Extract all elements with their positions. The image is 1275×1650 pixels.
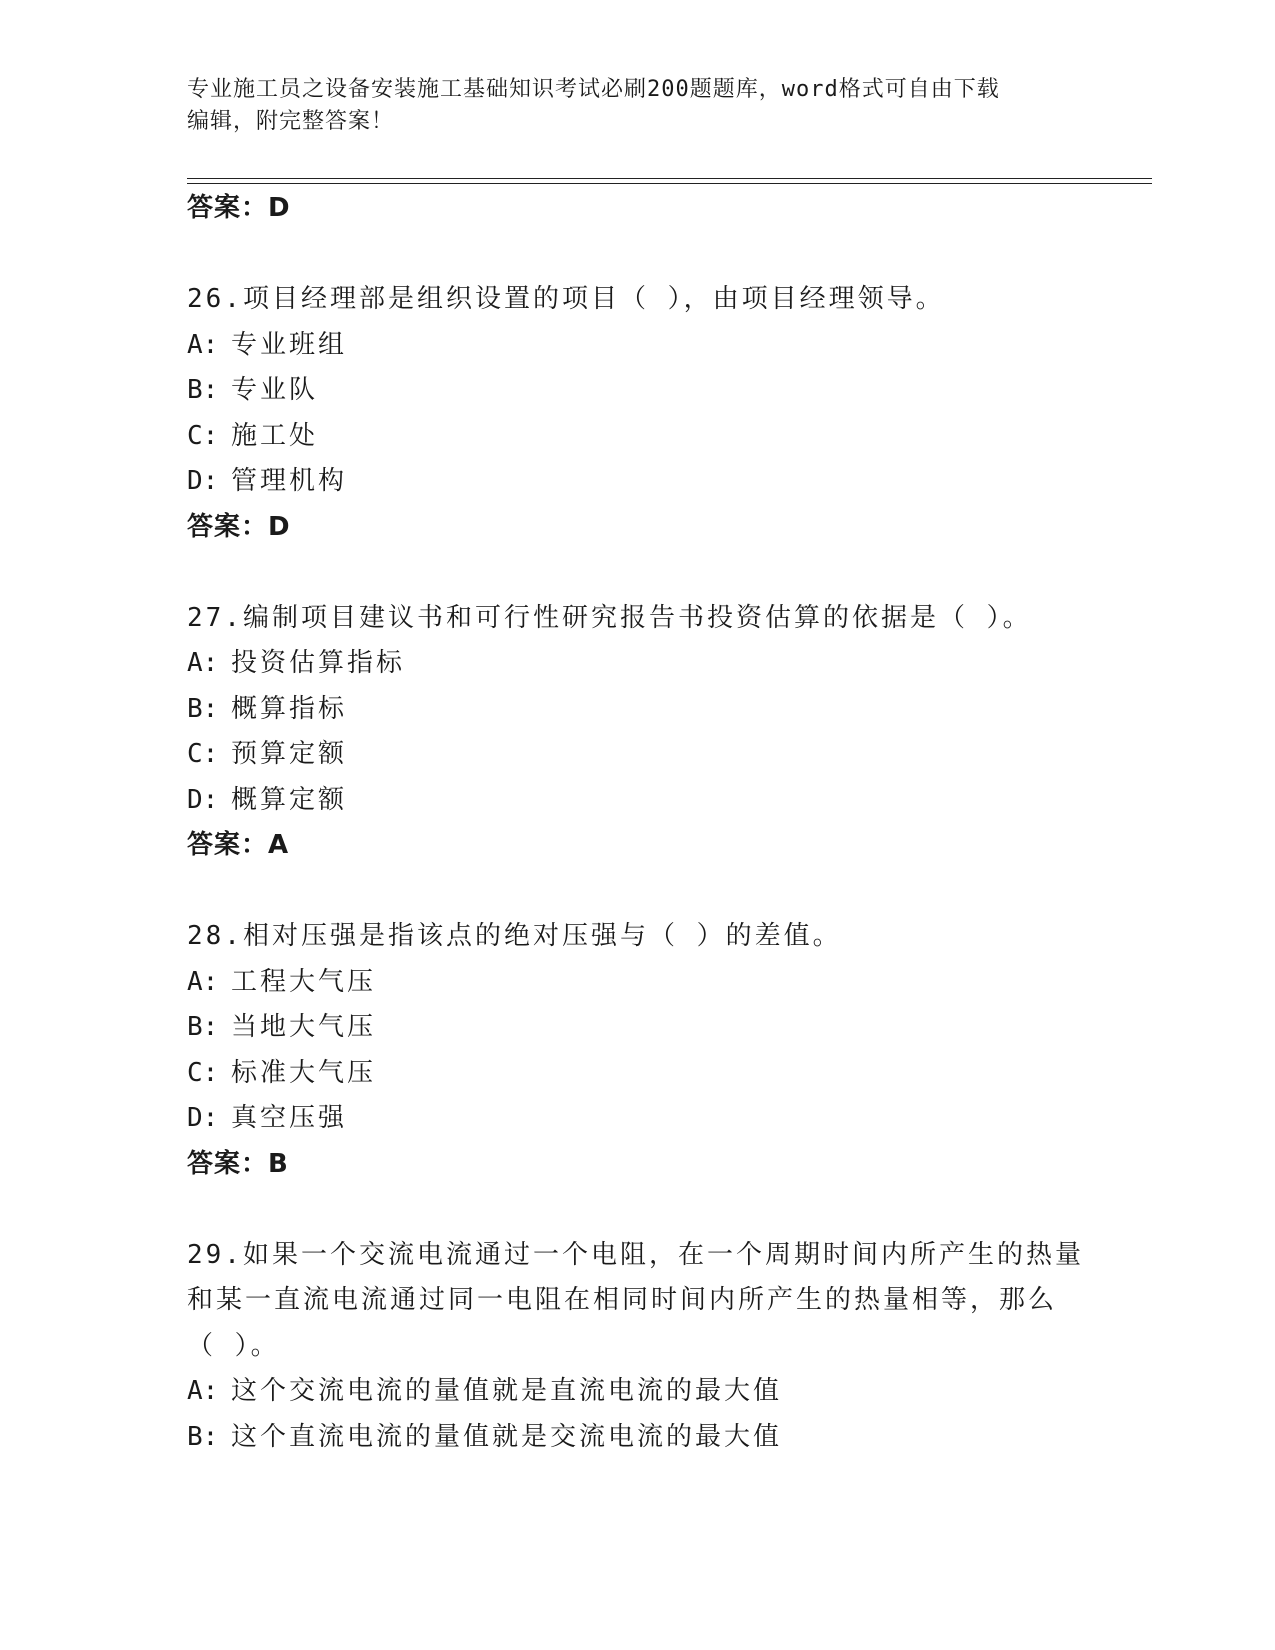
option-letter: D: — [187, 784, 219, 815]
option-a — [187, 960, 1107, 1006]
option-b — [187, 1005, 1107, 1051]
option-letter: A: — [187, 1376, 219, 1406]
option-letter: C: — [187, 420, 219, 451]
header-divider-bottom — [187, 183, 1152, 184]
option-c — [187, 414, 1107, 460]
option-letter: D: — [187, 1103, 219, 1133]
answer: 答案：A — [187, 830, 290, 860]
header-line-1: 专业施工员之设备安装施工基础知识考试必刷200题题库，word格式可自由下载 — [187, 77, 1000, 102]
option-c — [187, 1051, 1107, 1097]
option-text: 这个直流电流的量值就是交流电流的最大值 — [231, 1421, 783, 1452]
previous-answer: 答案：D — [187, 193, 291, 223]
option-c — [187, 732, 1107, 778]
question-stem-line-3: （ ）。 — [187, 1330, 280, 1361]
option-a — [187, 641, 1107, 687]
question-29 — [187, 1233, 1107, 1461]
option-letter: A: — [187, 966, 219, 997]
spacer — [187, 869, 1107, 915]
option-d — [187, 778, 1107, 824]
option-text: 专业班组 — [231, 329, 348, 360]
question-stem: 26.项目经理部是组织设置的项目（ ），由项目经理领导。 — [187, 284, 945, 314]
option-letter: B: — [187, 1421, 219, 1452]
option-b — [187, 368, 1107, 414]
document-header — [187, 74, 1067, 138]
option-text: 概算定额 — [231, 784, 348, 815]
option-letter: A: — [187, 648, 219, 678]
option-text: 施工处 — [231, 420, 319, 451]
question-stem-line-2: 和某一直流电流通过同一电阻在相同时间内所产生的热量相等，那么 — [187, 1285, 1058, 1315]
spacer — [187, 1187, 1107, 1233]
option-text: 管理机构 — [231, 466, 348, 496]
spacer — [187, 550, 1107, 596]
option-letter: A: — [187, 329, 219, 360]
option-d — [187, 459, 1107, 505]
option-letter: C: — [187, 739, 219, 769]
option-text: 真空压强 — [231, 1103, 348, 1133]
question-26 — [187, 277, 1107, 550]
option-text: 工程大气压 — [231, 966, 377, 997]
option-text: 预算定额 — [231, 739, 348, 769]
header-divider-top — [187, 178, 1152, 179]
option-text: 标准大气压 — [231, 1057, 377, 1088]
question-stem: 28.相对压强是指该点的绝对压强与（ ）的差值。 — [187, 921, 842, 951]
option-d — [187, 1096, 1107, 1142]
option-text: 概算指标 — [231, 693, 348, 724]
header-line-2: 编辑，附完整答案！ — [187, 109, 395, 134]
option-a — [187, 1369, 1107, 1415]
question-stem-line-1: 29.如果一个交流电流通过一个电阻，在一个周期时间内所产生的热量 — [187, 1239, 1084, 1270]
question-27 — [187, 596, 1107, 869]
option-text: 这个交流电流的量值就是直流电流的最大值 — [231, 1376, 783, 1406]
option-a — [187, 323, 1107, 369]
option-text: 当地大气压 — [231, 1012, 377, 1042]
spacer — [187, 232, 1107, 278]
question-list — [187, 186, 1107, 1460]
option-letter: B: — [187, 693, 219, 724]
option-letter: D: — [187, 466, 219, 496]
option-b — [187, 1415, 1107, 1461]
question-28 — [187, 914, 1107, 1187]
option-letter: B: — [187, 375, 219, 405]
option-b — [187, 687, 1107, 733]
option-text: 专业队 — [231, 375, 319, 405]
answer: 答案：D — [187, 511, 291, 542]
option-text: 投资估算指标 — [231, 648, 406, 678]
option-letter: B: — [187, 1012, 219, 1042]
option-letter: C: — [187, 1057, 219, 1088]
answer: 答案：B — [187, 1148, 289, 1179]
question-stem: 27.编制项目建议书和可行性研究报告书投资估算的依据是（ ）。 — [187, 602, 1032, 633]
